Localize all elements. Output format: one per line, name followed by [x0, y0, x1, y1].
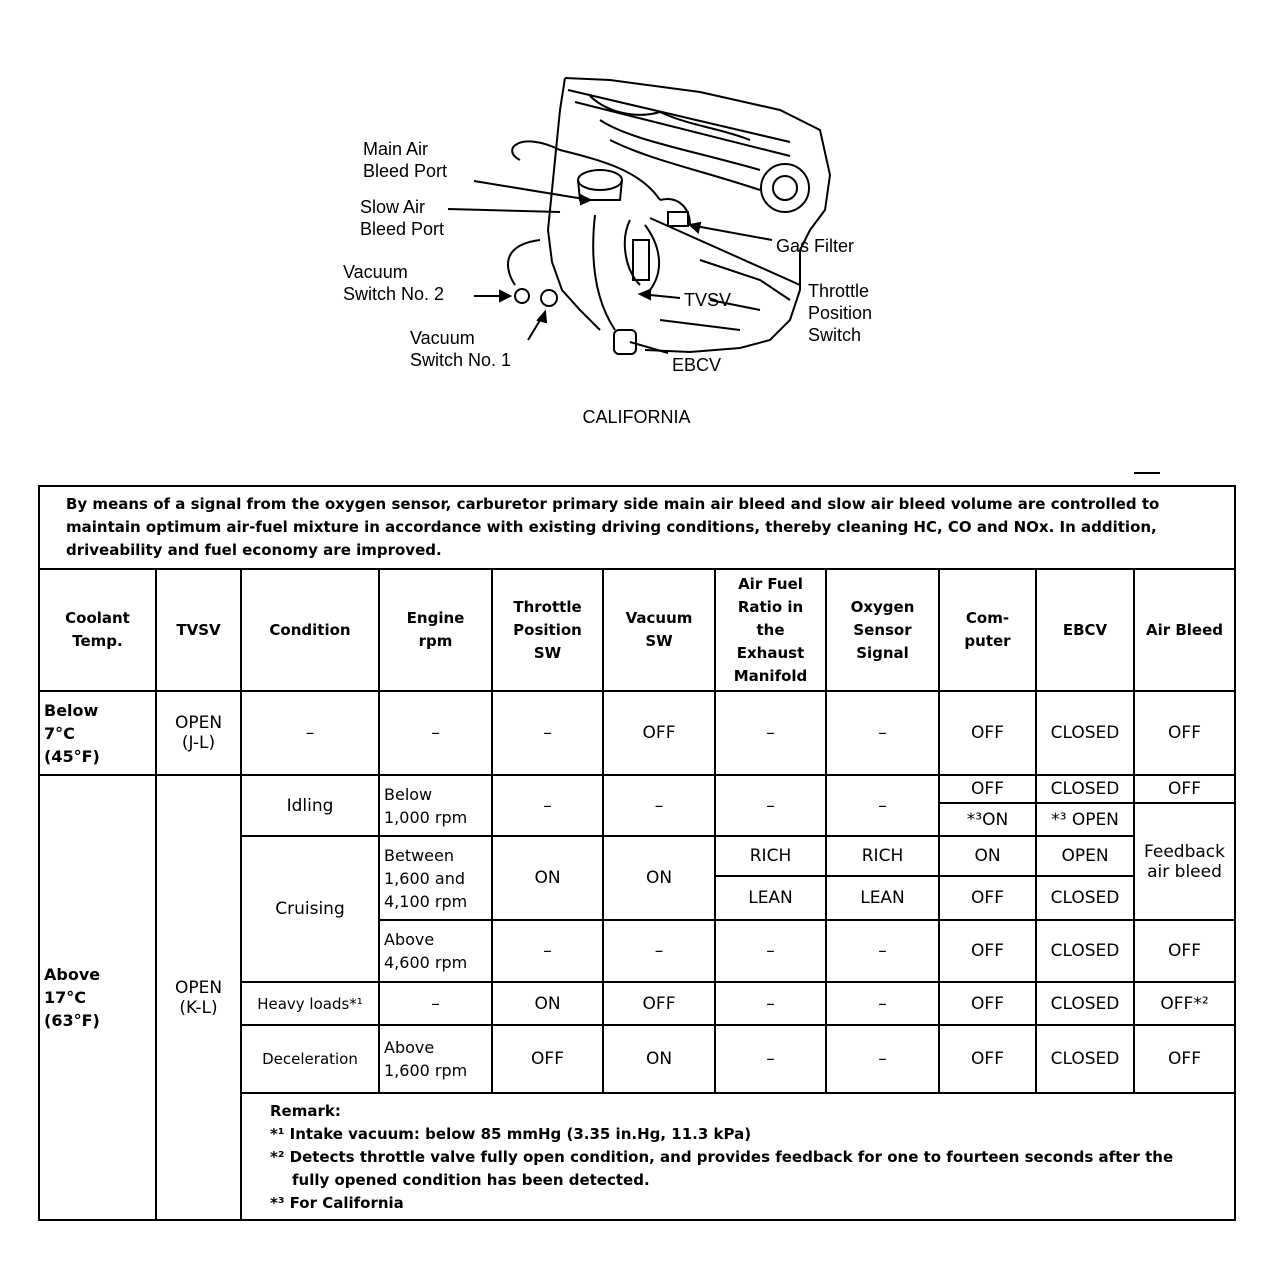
label-tvsv: TVSV [684, 290, 732, 310]
condition-deceleration: Deceleration [241, 1025, 379, 1093]
cell: *³ON [939, 803, 1036, 836]
cell: – [379, 691, 492, 775]
cell: OFF [939, 691, 1036, 775]
header-air-fuel-ratio: Air Fuel Ratio in the Exhaust Manifold [715, 569, 826, 691]
cell: – [715, 1025, 826, 1093]
label-main-air-bleed-port: Main Air Bleed Port [363, 139, 448, 181]
cell: – [715, 982, 826, 1025]
condition-cruising: Cruising [241, 836, 379, 982]
cell: – [826, 920, 939, 982]
label-vacuum-switch-2: Vacuum Switch No. 2 [343, 262, 445, 304]
cell: OFF [603, 982, 715, 1025]
cell: LEAN [826, 876, 939, 920]
cell: ON [603, 1025, 715, 1093]
cell: – [492, 920, 603, 982]
cell: OFF [939, 982, 1036, 1025]
cell: OFF [1134, 1025, 1235, 1093]
cell: – [603, 775, 715, 836]
cell: – [715, 775, 826, 836]
header-condition: Condition [241, 569, 379, 691]
cell: CLOSED [1036, 1025, 1134, 1093]
cell: OFF [603, 691, 715, 775]
cell: ON [939, 836, 1036, 876]
header-ebcv: EBCV [1036, 569, 1134, 691]
rpm-below-1000: Below 1,000 rpm [379, 775, 492, 836]
cell: – [603, 920, 715, 982]
label-ebcv: EBCV [672, 355, 722, 375]
engine-diagram [0, 0, 1273, 460]
cell: ON [492, 836, 603, 920]
label-slow-air-bleed-port: Slow Air Bleed Port [360, 197, 445, 239]
remark-note-3: *³ For California [270, 1194, 404, 1212]
header-computer: Com- puter [939, 569, 1036, 691]
remark-note-2b: fully opened condition has been detected. [292, 1171, 650, 1189]
tvsv-jl: OPEN (J-L) [156, 691, 241, 775]
cell: – [492, 775, 603, 836]
header-tvsv: TVSV [156, 569, 241, 691]
cell: – [826, 1025, 939, 1093]
label-throttle-position-switch: Throttle Position Switch [808, 281, 873, 345]
cell: CLOSED [1036, 775, 1134, 803]
rpm-between: Between 1,600 and 4,100 rpm [379, 836, 492, 920]
air-bleed-control-table [38, 485, 1236, 1221]
label-vacuum-switch-1: Vacuum Switch No. 1 [410, 328, 512, 370]
cell: OFF [939, 775, 1036, 803]
cell: OFF [1134, 691, 1235, 775]
cell: – [715, 691, 826, 775]
coolant-below: Below 7°C (45°F) [39, 691, 156, 775]
header-coolant-temp: Coolant Temp. [39, 569, 156, 691]
header-vacuum-sw: Vacuum SW [603, 569, 715, 691]
cell: OFF [492, 1025, 603, 1093]
cell: – [241, 691, 379, 775]
cell: OPEN [1036, 836, 1134, 876]
rpm-above-1600: Above 1,600 rpm [379, 1025, 492, 1093]
cell: OFF [1134, 920, 1235, 982]
label-gas-filter: Gas Filter [776, 236, 855, 256]
header-engine-rpm: Engine rpm [379, 569, 492, 691]
header-throttle-position-sw: Throttle Position SW [492, 569, 603, 691]
feedback-air-bleed: Feedback air bleed [1134, 803, 1235, 920]
cell: OFF [939, 1025, 1036, 1093]
condition-idling: Idling [241, 775, 379, 836]
cell: OFF*² [1134, 982, 1235, 1025]
cell: – [826, 691, 939, 775]
cell: – [492, 691, 603, 775]
remark-note-1: *¹ Intake vacuum: below 85 mmHg (3.35 in.Hg, 11.3 kPa) [270, 1125, 752, 1143]
intro-text: By means of a signal from the oxygen sensor, carburetor primary side main air bleed and slow air bleed volume are controlled to maintain optimum air-fuel mixture in accordance with existing driving conditions, thereby cleaning HC, CO and NOx. In addition, driveability and fuel economy are improved. [39, 486, 1235, 569]
cell: OFF [1134, 775, 1235, 803]
remark-label: Remark: [270, 1102, 341, 1120]
cell: CLOSED [1036, 920, 1134, 982]
cell: CLOSED [1036, 982, 1134, 1025]
cell: RICH [715, 836, 826, 876]
cell: – [826, 982, 939, 1025]
remark-note-2a: *² Detects throttle valve fully open condition, and provides feedback for one to fourteen seconds after the [270, 1148, 1174, 1166]
engine-drawing [0, 0, 1273, 460]
cell: RICH [826, 836, 939, 876]
header-oxygen-sensor-signal: Oxygen Sensor Signal [826, 569, 939, 691]
cell: LEAN [715, 876, 826, 920]
tvsv-kl: OPEN (K-L) [156, 775, 241, 1220]
remark-block [241, 1093, 1235, 1220]
figure-caption: CALIFORNIA [582, 407, 691, 427]
cell: CLOSED [1036, 876, 1134, 920]
cell: – [826, 775, 939, 836]
cell: *³ OPEN [1036, 803, 1134, 836]
cell: – [379, 982, 492, 1025]
cell: OFF [939, 920, 1036, 982]
cell: ON [492, 982, 603, 1025]
cell: – [715, 920, 826, 982]
divider-line [1134, 472, 1160, 474]
coolant-above: Above 17°C (63°F) [39, 775, 156, 1220]
rpm-above-4600: Above 4,600 rpm [379, 920, 492, 982]
cell: OFF [939, 876, 1036, 920]
header-air-bleed: Air Bleed [1134, 569, 1235, 691]
condition-heavy-loads: Heavy loads*¹ [241, 982, 379, 1025]
cell: CLOSED [1036, 691, 1134, 775]
cell: ON [603, 836, 715, 920]
